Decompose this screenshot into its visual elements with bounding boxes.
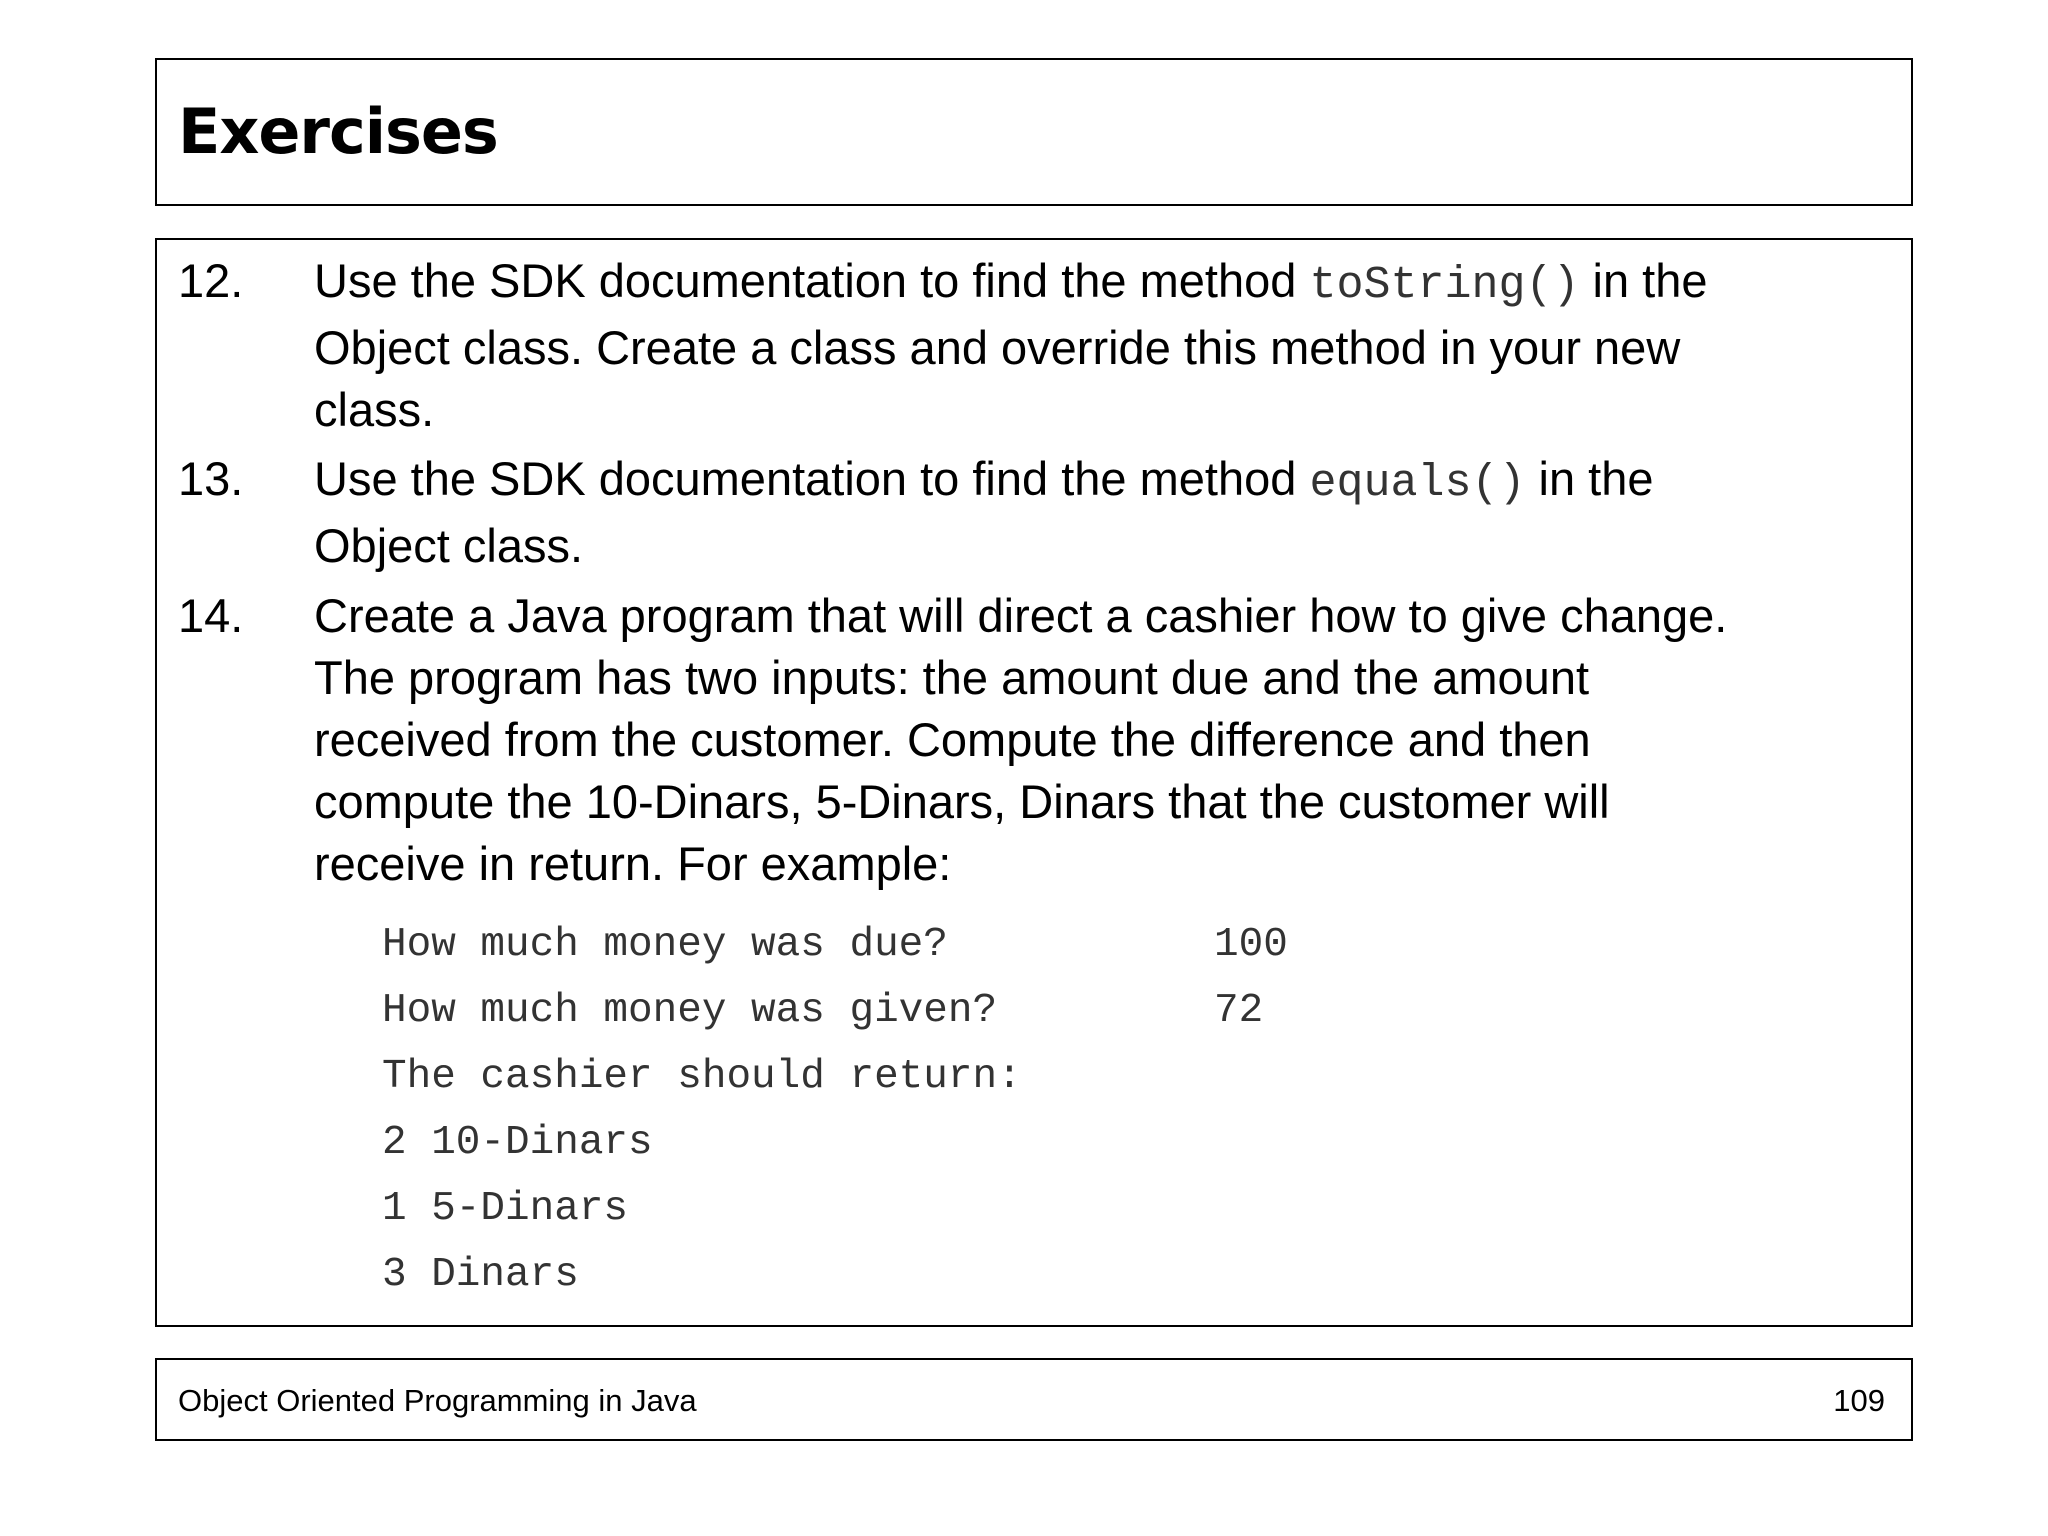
example-value: 72 [1214, 988, 1264, 1034]
exercise-text [314, 448, 1874, 577]
text-line: The program has two inputs: the amount due and the amount [314, 651, 1590, 704]
text-segment: in the [1579, 254, 1708, 307]
footer-course-title: Object Oriented Programming in Java [178, 1383, 697, 1418]
text-segment: Use the SDK documentation to find the method [314, 254, 1310, 307]
text-line: Object class. [314, 519, 584, 572]
text-segment: in the [1525, 452, 1654, 505]
text-line: received from the customer. Compute the difference and then [314, 713, 1591, 766]
example-label: How much money was due? [382, 922, 948, 968]
slide-title: Exercises [178, 95, 498, 168]
text-line: class. [314, 383, 435, 436]
page-number: 109 [1833, 1383, 1885, 1418]
code-method-name: equals() [1309, 458, 1526, 509]
text-line: compute the 10-Dinars, 5-Dinars, Dinars that the customer will [314, 775, 1610, 828]
text-line [314, 448, 1874, 515]
example-label: How much money was given? [382, 988, 998, 1034]
text-line: Object class. Create a class and override this method in your new [314, 321, 1681, 374]
exercise-number: 12. [178, 254, 244, 307]
text-line [314, 250, 1874, 317]
exercise-number: 14. [178, 589, 244, 642]
exercise-text [314, 250, 1874, 441]
text-line: Create a Java program that will direct a cashier how to give change. [314, 589, 1728, 642]
example-label: The cashier should return: [382, 1054, 1022, 1100]
text-line: receive in return. For example: [314, 837, 952, 890]
example-value: 100 [1214, 922, 1288, 968]
footer-box [155, 1358, 1913, 1441]
exercise-number: 13. [178, 452, 244, 505]
content-box [155, 238, 1913, 1327]
title-box [155, 58, 1913, 206]
example-label: 1 5-Dinars [382, 1186, 629, 1232]
text-segment: Use the SDK documentation to find the method [314, 452, 1310, 505]
example-label: 2 10-Dinars [382, 1120, 653, 1166]
exercise-text [314, 585, 1874, 895]
example-label: 3 Dinars [382, 1252, 579, 1298]
code-method-name: toString() [1309, 260, 1580, 311]
